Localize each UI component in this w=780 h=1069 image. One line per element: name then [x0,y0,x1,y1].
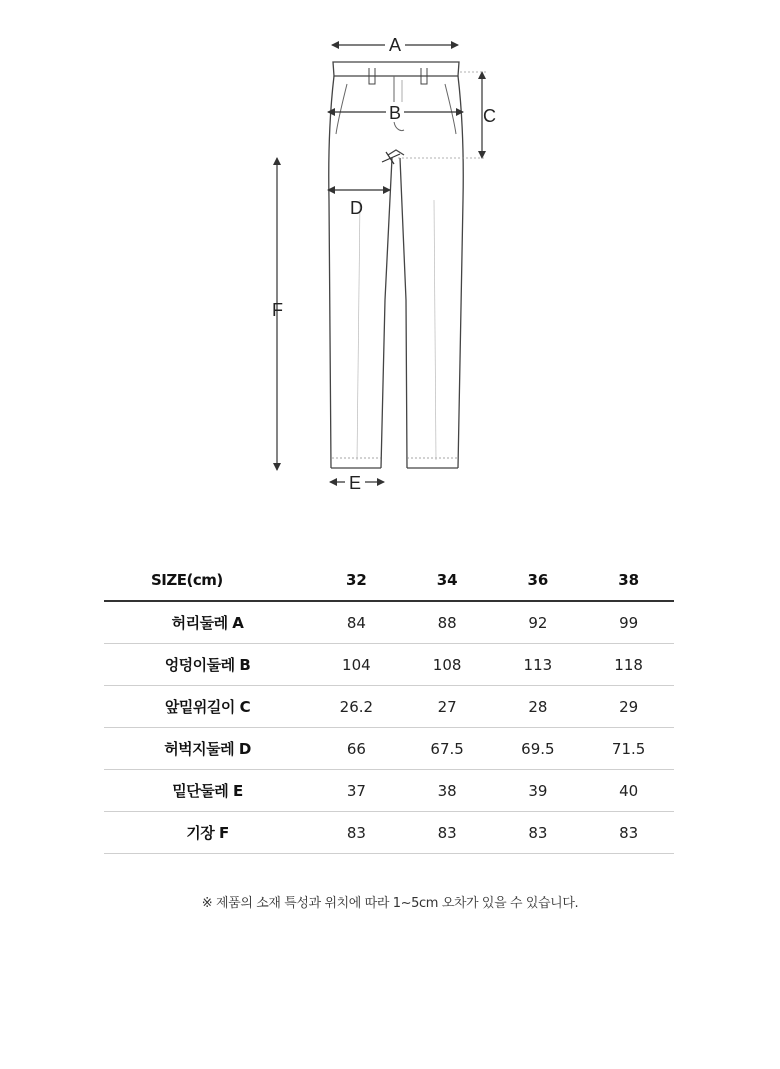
label-c: C [483,106,496,126]
size-column-38: 38 [583,559,674,601]
row-label-front-rise: 앞밑위길이 C [104,686,311,728]
table-cell: 83 [493,812,584,854]
label-b: B [389,103,402,123]
measurement-lines [277,45,486,482]
size-table-header-row [104,559,674,601]
table-cell: 26.2 [311,686,402,728]
row-label-hip: 엉덩이둘레 B [104,644,311,686]
table-cell: 88 [402,601,493,644]
table-row [104,728,674,770]
table-cell: 69.5 [493,728,584,770]
row-label-waist: 허리둘레 A [104,601,311,644]
table-cell: 29 [583,686,674,728]
row-label-length: 기장 F [104,812,311,854]
table-row [104,644,674,686]
table-cell: 37 [311,770,402,812]
table-cell: 38 [402,770,493,812]
label-d: D [350,198,363,218]
label-e: E [349,473,362,493]
table-cell: 71.5 [583,728,674,770]
pants-size-diagram [0,0,780,520]
table-row [104,812,674,854]
table-cell: 83 [583,812,674,854]
table-cell: 39 [493,770,584,812]
table-cell: 28 [493,686,584,728]
size-column-36: 36 [493,559,584,601]
table-cell: 66 [311,728,402,770]
size-table [104,559,674,854]
table-row [104,770,674,812]
row-label-thigh: 허벅지둘레 D [104,728,311,770]
table-cell: 108 [402,644,493,686]
label-f: F [272,300,283,320]
label-a: A [389,35,402,55]
size-column-34: 34 [402,559,493,601]
table-cell: 83 [402,812,493,854]
row-label-hem: 밑단둘레 E [104,770,311,812]
table-cell: 92 [493,601,584,644]
table-cell: 27 [402,686,493,728]
table-row [104,686,674,728]
size-column-32: 32 [311,559,402,601]
size-header-label: SIZE(cm) [104,559,311,601]
table-cell: 83 [311,812,402,854]
table-cell: 104 [311,644,402,686]
table-cell: 67.5 [402,728,493,770]
table-cell: 99 [583,601,674,644]
measurement-disclaimer: ※ 제품의 소재 특성과 위치에 따라 1~5cm 오차가 있을 수 있습니다. [201,896,579,911]
table-cell: 84 [311,601,402,644]
table-cell: 118 [583,644,674,686]
table-row [104,601,674,644]
table-cell: 113 [493,644,584,686]
table-cell: 40 [583,770,674,812]
